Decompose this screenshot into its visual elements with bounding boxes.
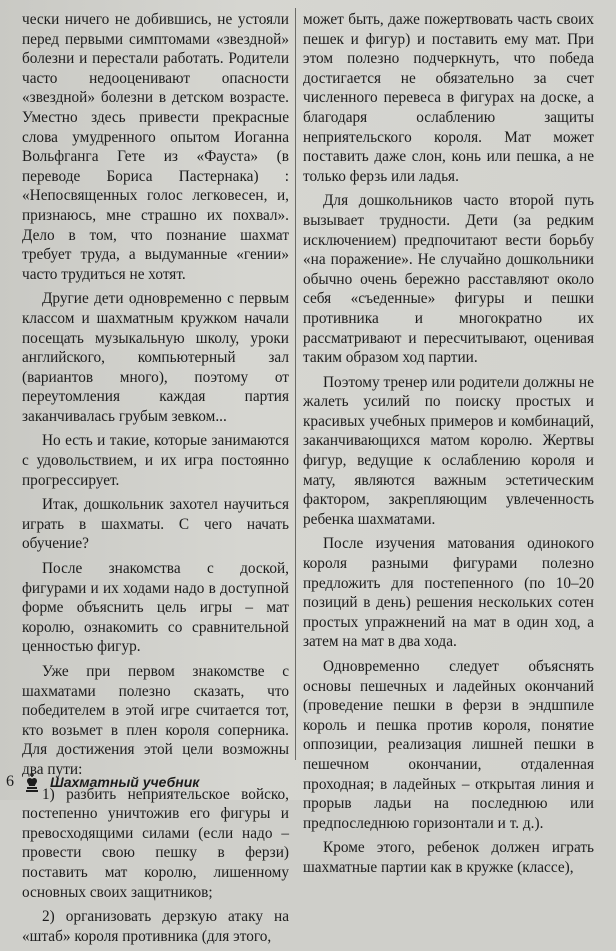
paragraph: 2) организовать дерзкую атаку на «штаб» короля противника (для этого, bbox=[22, 908, 289, 945]
paragraph: Итак, дошкольник захотел научиться играть в шахматы. С чего начать обучение? bbox=[22, 496, 289, 553]
paragraph: Уже при первом знакомстве с шахматами полезно сказать, что победителем в этой игре считается тот, кто возьмет в плен короля соперника. Для достижения этой цели возможны два пути: bbox=[22, 663, 289, 778]
page-number: 6 bbox=[6, 773, 14, 790]
paragraph: Поэтому тренер или родители должны не жалеть усилий по поиску простых и красивых учебных примеров и комбинаций, заканчивающихся матом королю. Жертвы фигур, ведущие к ослаблению короля и мату, являются важным эстетическим фактором, закрепляющим увлеченность ребенка шахматами. bbox=[303, 373, 594, 528]
paragraph: Одновременно следует объяснять основы пешечных и ладейных окончаний (проведение пешки в ферзи в эндшпиле король и пешка против короля, понятие оппозиции, реализация лишней пешки в пешечном окончании, отдаленная проходная; в ладейных – открытая линия и прорыв ладьи на последнюю или предпоследнюю горизонтали и т. д.). bbox=[303, 658, 594, 832]
book-title: Шахматный учебник bbox=[50, 774, 200, 790]
left-text-column bbox=[22, 10, 289, 951]
paragraph: Но есть и такие, которые занимаются с удовольствием, и их игра постоянно прогрессирует. bbox=[22, 432, 289, 489]
paragraph: Для дошкольников часто второй путь вызывает трудности. Дети (за редким исключением) предпочитают вести борьбу «на поражение». Не случайно дошкольники обычно очень бережно расставляют около себя «съеденные» фигуры и пешки противника и многократно их рассматривают и пересчитывают, оценивая таким образом ход партии. bbox=[303, 192, 594, 367]
paragraph: 1) разбить неприятельское войско, постепенно уничтожив его фигуры и превосходящими силами (если надо – провести свою пешку в ферзи) поставить мат королю, лишенному основных своих защитников; bbox=[22, 785, 289, 901]
paragraph: Кроме этого, ребенок должен играть шахматные партии как в кружке (классе), bbox=[303, 839, 594, 876]
paragraph: После знакомства с доской, фигурами и их ходами надо в доступной форме объяснить цель игры – мат королю, ознакомить со сравнительной ценностью фигур. bbox=[22, 560, 289, 656]
paragraph: После изучения матования одинокого короля разными фигурами полезно предложить для постепенного (по 10–20 позиций в день) решения нескольких сотен простых упражнений на мат в один ход, а затем на мат в два хода. bbox=[303, 535, 594, 651]
page-footer bbox=[6, 770, 199, 794]
paragraph: чески ничего не добившись, не устояли перед первыми симптомами «звездной» болезни и перестали работать. Родители часто недооценивают опасности «звездной» болезни в детском возрасте. Уместно здесь привести прекрасные слова умудренного опытом Иоганна Вольфганга Гете из «Фауста» (в переводе Бориса Пастернака) : «Непосвященных голос легковесен, и, признаюсь, мне страшно их похвал». Дело в том, что познание шахмат требует труда, а выдуманные «гении» часто трудиться не хотят. bbox=[22, 11, 289, 283]
chess-king-icon bbox=[24, 772, 40, 792]
paragraph: Другие дети одновременно с первым классом и шахматным кружком начали посещать музыкальную школу, уроки английского, компьютерный зал (вариантов много), поэтому от переутомления каждая партия заканчивалась грубым зевком... bbox=[22, 290, 289, 425]
paragraph: может быть, даже пожертвовать часть своих пешек и фигур) и поставить ему мат. При этом полезно подчеркнуть, что победа достигается не обязательно за счет численного перевеса в фигурах на доске, а благодаря ослаблению защиты неприятельского короля. Мат может поставить даже слон, конь или пешка, а не только ферзь или ладья. bbox=[303, 11, 594, 185]
column-divider bbox=[295, 8, 296, 760]
right-text-column bbox=[303, 10, 594, 883]
